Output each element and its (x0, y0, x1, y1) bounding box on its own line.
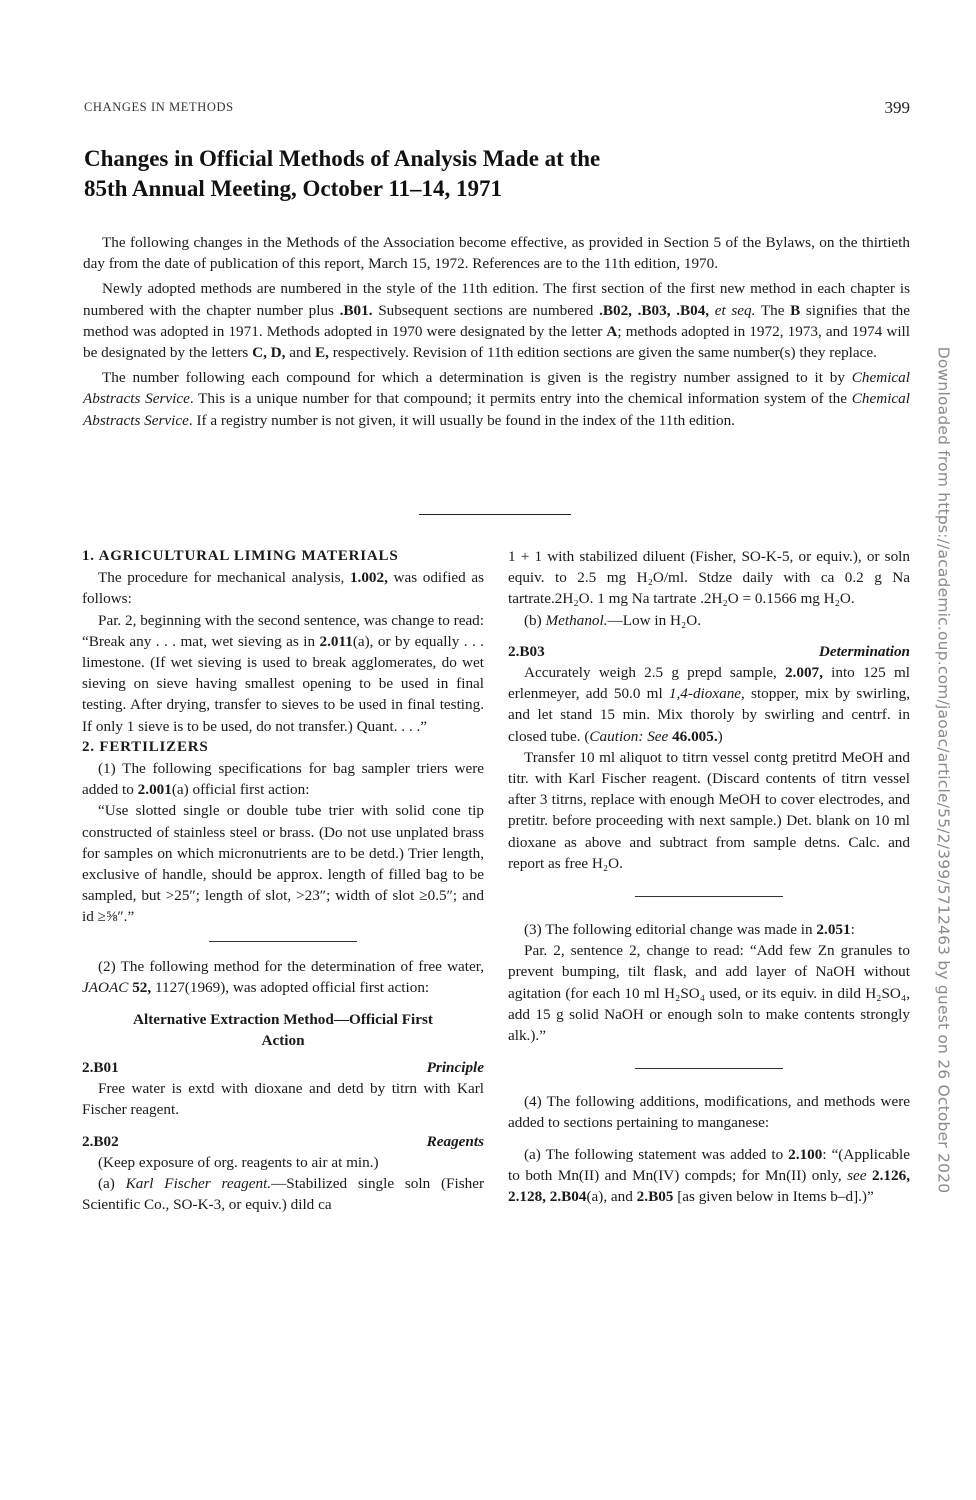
paragraph: (4) The following additions, modifications, and methods were added to sections pertaining to manganese: (508, 1093, 910, 1132)
intro-paragraph-3 (83, 367, 910, 431)
item-label: (b) (524, 611, 546, 629)
italic-text: JAOAC (82, 978, 129, 996)
section-header-determination (508, 641, 910, 662)
page-number: 399 (884, 98, 910, 117)
article-title (84, 144, 724, 204)
italic-text: see (847, 1166, 867, 1184)
section-title: Determination (818, 642, 910, 660)
spacer (508, 1134, 910, 1144)
paragraph: Free water is extd with dioxane and detd by titrn with Karl Fischer reagent. (82, 1080, 484, 1119)
text: , stopper, mix by swirling, and let stand 15 min. Mix thoroly by swirling and centrf. in closed tube. ( (508, 685, 910, 745)
section-number: 2.B03 (508, 642, 545, 660)
text: 1127(1969), was adopted official first action: (151, 978, 430, 996)
section-ref: 46.005. (672, 727, 718, 745)
paragraph: Par. 2, sentence 2, change to read: “Add few Zn granules to prevent bumping, tilt flask, and add layer of NaOH without agitation (for each 10 ml H₂SO₄ used, or its equiv. in dild H₂SO₄, add 15 g solid NaOH or enough soln to make contents strongly alk.).” (508, 942, 910, 1045)
section-ref: 2.007, (784, 664, 823, 682)
text: (1) The following specifications for bag sampler triers were added to (82, 760, 484, 799)
italic-text: Caution: See (589, 727, 669, 745)
left-column (82, 546, 484, 1215)
paragraph: (Keep exposure of org. reagents to air at min.) (98, 1153, 379, 1171)
italic-text: 1,4-dioxane (668, 685, 742, 703)
section-title: Reagents (426, 1132, 484, 1150)
spacer (508, 631, 910, 641)
text: —Stabilized single soln (Fisher Scientific Co., SO-K-3, or equiv.) dild ca (82, 1175, 485, 1214)
text: Par. 2, beginning with the second sentence, was change to read: “Break any . . . mat, wet sieving as in (82, 611, 484, 650)
text: Accurately weigh 2.5 g prepd sample, (524, 664, 785, 682)
title-line-1: Changes in Official Methods of Analysis Made at the (84, 146, 601, 171)
paragraph (82, 567, 484, 609)
short-divider (635, 1068, 783, 1069)
reagent-name: Karl Fischer reagent. (125, 1175, 272, 1193)
method-title: Alternative Extraction Method—Official First Action (133, 1011, 433, 1049)
text: —Low in H₂O. (607, 611, 701, 629)
section-ref: 2.126, 2.128, 2.B04 (508, 1166, 910, 1206)
section-ref: 2.001 (137, 781, 172, 799)
text: The procedure for mechanical analysis, (98, 569, 350, 587)
text: [as given below in Items b–d].)” (673, 1188, 874, 1206)
section-ref: .B01. (339, 301, 373, 319)
section-title: Principle (426, 1059, 484, 1077)
text: The number following each compound for which a determination is given is the registry number assigned to it by (102, 369, 852, 387)
paragraph (82, 956, 484, 998)
short-divider (209, 941, 357, 942)
text: The (755, 301, 791, 319)
title-line-2: 85th Annual Meeting, October 11–14, 1971 (84, 176, 503, 201)
paragraph (82, 758, 484, 800)
text: into 125 ml erlenmeyer, add 50.0 ml (508, 664, 910, 703)
paragraph: 1 + 1 with stabilized diluent (Fisher, SO-K-5, or equiv.), or soln equiv. to 2.5 mg H₂O/ml. Stdze daily with ca 0.2 g Na tartrate.2H₂O. 1 mg Na tartrate .2H₂O = 0.1566 mg H₂O. (508, 548, 910, 608)
letter-ref: C, D, (252, 344, 286, 362)
letter-ref: E, (314, 344, 329, 362)
text: was odified as follows: (82, 569, 485, 608)
text: . This is a unique number for that compound; it permits entry into the chemical information system of the (189, 390, 852, 408)
section-heading-liming: 1. AGRICULTURAL LIMING MATERIALS (82, 548, 399, 564)
paragraph (508, 919, 910, 940)
section-heading-fertilizers: 2. FERTILIZERS (82, 738, 209, 755)
running-head: CHANGES IN METHODS (84, 100, 234, 114)
text: and (285, 344, 315, 362)
letter-ref: A (606, 322, 618, 340)
spacer (82, 1121, 484, 1131)
section-ref: 1.002, (349, 569, 388, 587)
text: (a), and (586, 1188, 637, 1206)
paragraph (82, 610, 484, 737)
intro (83, 232, 910, 435)
paragraph: Transfer 10 ml aliquot to titrn vessel contg pretitrd MeOH and titr. with Karl Fischer reagent. (Discard contents of titrn vessel after 3 titrns, replace with enough MeOH to cover electrodes, and pretitr. before proceeding with next sample.) Det. blank on 10 ml dioxane as above and subtract from sample detns. Calc. and report as free H₂O. (508, 748, 910, 872)
text: respectively. Revision of 11th edition sections are given the same number(s) they replace. (328, 344, 877, 362)
watermark-text: Downloaded from https://academic.oup.com/jaoac/article/55/2/399/5712463 by guest on 26 October 2020 (934, 346, 952, 1194)
text: (a) The following statement was added to (524, 1145, 789, 1163)
italic-text: Chemical Abstracts Service (83, 369, 910, 408)
section-header-reagents (82, 1131, 484, 1152)
reagent-name: Methanol. (545, 611, 608, 629)
text: : (850, 921, 855, 939)
short-divider (635, 896, 783, 897)
section-divider (419, 514, 571, 515)
section-ref: 2.100 (788, 1145, 823, 1163)
intro-paragraph-2 (83, 278, 910, 363)
text: (a) official first action: (171, 781, 310, 799)
paragraph (508, 1144, 910, 1208)
paragraph (508, 662, 910, 747)
right-column (508, 546, 910, 1207)
text: : “(Applicable to both Mn(II) and Mn(IV) compds; for Mn(II) only, (508, 1145, 910, 1184)
letter-ref: B (790, 301, 801, 319)
intro-paragraph-1: The following changes in the Methods of the Association become effective, as provided in Section 5 of the Bylaws, on the thirtieth day from the date of publication of this report, March 15, 1972. References are to the 11th edition, 1970. (83, 234, 910, 273)
text: (a), or by equally . . . limestone. (If wet sieving is used to break agglomerates, do wet sieving on sieve having smallest opening to be used in final testing. After drying, transfer to sieves to be used in final testing. If only 1 sieve is to be used, do not transfer.) Quant. . . .” (82, 632, 484, 735)
paragraph: “Use slotted single or double tube trier with solid cone tip constructed of stainless steel or brass. (Do not use unplated brass for samples on which micronutrients are to be detd.) Trier length, exclusive of handle, should be approx. length of filled bag to be sampled, but >25″; length of slot, >23″; width of slot ≥0.5″; and id ≥⅝″.” (82, 802, 484, 926)
paragraph (82, 1173, 484, 1215)
item-label: (a) (98, 1175, 126, 1193)
section-ref: 2.B05 (636, 1188, 674, 1206)
text: Subsequent sections are numbered (372, 301, 600, 319)
download-watermark (929, 245, 957, 1295)
italic-text: et seq. (714, 301, 756, 319)
section-ref: 2.011 (319, 632, 353, 650)
text: . If a registry number is not given, it will usually be found in the index of the 11th edition. (188, 411, 735, 429)
paragraph (508, 610, 910, 631)
text: (2) The following method for the determination of free water, (98, 957, 484, 975)
text: (3) The following editorial change was made in (524, 921, 817, 939)
section-number: 2.B02 (82, 1132, 119, 1150)
text: signifies that the method was adopted in 1971. Methods adopted in 1970 were designated by the letter (83, 301, 910, 340)
text: ) (717, 727, 723, 745)
volume: 52, (128, 978, 152, 996)
section-number: 2.B01 (82, 1059, 119, 1077)
text: ; methods adopted in 1972, 1973, and 1974 will be designated by the letters (83, 322, 910, 362)
italic-text: Chemical Abstracts Service (83, 390, 910, 429)
section-ref: .B02, .B03, .B04, (599, 301, 710, 319)
section-ref: 2.051 (816, 921, 851, 939)
text: Newly adopted methods are numbered in the style of the 11th edition. The first section of the first new method in each chapter is numbered with the chapter number plus (83, 280, 910, 319)
section-header-principle (82, 1057, 484, 1078)
